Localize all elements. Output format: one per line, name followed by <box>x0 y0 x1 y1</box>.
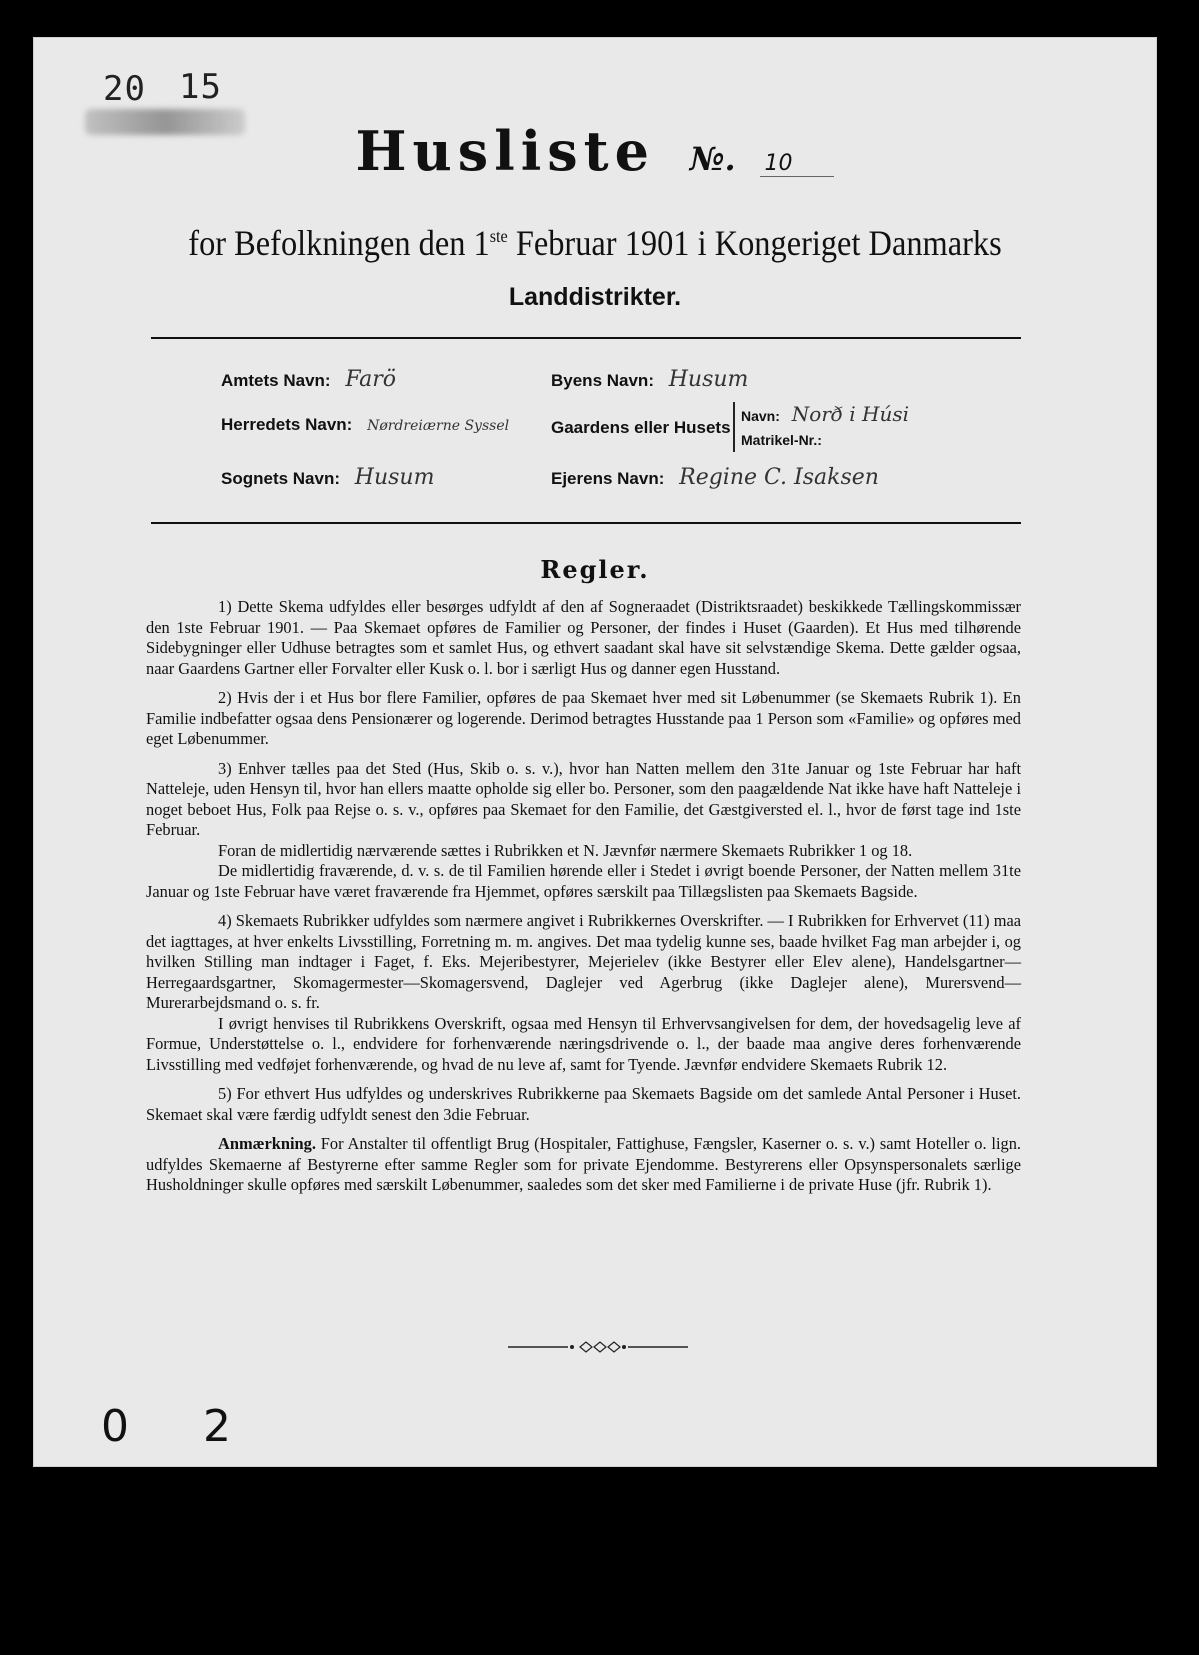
subtitle-sup: ste <box>489 226 508 246</box>
rule-4-note: I øvrigt henvises til Rubrikkens Overskrift, ogsaa med Hensyn til Erhvervsangivelsen for dem, der hovedsagelig leve af Formue, Understøttelse o. l., endvidere for forhenværende næringsdrivende o. l., der baade maa angive deres forhenværende Livsstilling med vedføjet forhenværende, og hvad de nu leve af, samt for Tyende. Jævnfør endvidere Skemaets Rubrik 12. <box>146 1013 1021 1074</box>
rule-3-note-absent: De midlertidig fraværende, d. v. s. de til Familien hørende eller i Stedet i øvrigt boende Personer, der Natten mellem 31te Januar og 1ste Februar have været fraværende fra Hjemmet, opføres særskilt paa Tillægslisten paa Skemaets Bagside. <box>146 861 1021 901</box>
region-heading: Landdistrikter. <box>508 283 682 311</box>
navn-row <box>741 402 909 428</box>
gaard-field <box>551 418 731 438</box>
rule-4: 4) Skemaets Rubrikker udfyldes som nærmere angivet i Rubrikkernes Overskrifter. — I Rubrikken for Erhvervet (11) maa det iagttages, at hver enkelts Livsstilling, Forretning m. m. angives. Det maa tydelig kunne ses, baade hvilket Fag man arbejder i, og hvilken Stilling man indtager i Faget, f. Eks. Mejeribestyrer, Mejerielev (ikke Bestyrer eller Elev alene), Handelsgartner—Herregaardsgartner, Skomagermester—Skomagersvend, Daglejer ved Agerbrug (ikke Daglejer alene), Murersvend—Murerarbejdsmand o. s. fr. <box>146 911 1021 1012</box>
amt-field <box>221 367 396 392</box>
by-field <box>551 367 748 392</box>
matrikel-label: Matrikel-Nr.: <box>741 432 822 448</box>
herred-field <box>221 415 509 435</box>
census-form-page <box>33 37 1157 1467</box>
subtitle-post: Februar 1901 i Kongeriget Danmarks <box>507 223 1002 263</box>
amt-label: Amtets Navn: <box>221 371 331 390</box>
annotation-note <box>146 1134 1021 1196</box>
form-title <box>33 119 1157 183</box>
gaard-subfields <box>733 402 909 452</box>
sogn-label: Sognets Navn: <box>221 469 341 488</box>
handwritten-mark: 0 2 <box>101 1401 261 1452</box>
rule-1: 1) Dette Skema udfyldes eller besørges udfyldt af den af Sogneraadet (Distriktsraadet) beskikkede Tællingskommissær den 1ste Februar 1901. — Paa Skemaet opføres de Familier og Personer, der findes i Huset (Gaarden). Et Hus med tilhørende Sidebygninger eller Udhuse betragtes som et samlet Hus, og ethvert saadant skal have sit selvstændige Skema. Dette gælder ogsaa, naar Gaardens Gartner eller Forvalter eller Kusk o. l. bor i særligt Hus og danner egen Husstand. <box>146 597 1021 678</box>
navn-label: Navn: <box>741 408 780 424</box>
by-label: Byens Navn: <box>551 371 654 390</box>
number-sign: №. <box>689 140 736 178</box>
ornament-divider <box>503 1635 693 1655</box>
subtitle-pre: for Befolkningen den 1 <box>188 223 490 263</box>
divider-top <box>151 337 1021 339</box>
rules-body <box>146 597 1021 1205</box>
rule-5: 5) For ethvert Hus udfyldes og underskrives Rubrikkerne paa Skemaets Bagside om det samlede Antal Personer i Huset. Skemaet skal være færdig udfyldt senest den 3die Februar. <box>146 1084 1021 1124</box>
archive-number-b: 15 <box>179 67 222 107</box>
sogn-field <box>221 465 434 490</box>
matrikel-row <box>741 428 909 452</box>
amt-value: Farö <box>345 367 396 392</box>
rule-3: 3) Enhver tælles paa det Sted (Hus, Skib o. s. v.), hvor han Natten mellem den 31te Januar og 1ste Februar har haft Natteleje, uden Hensyn til, hvor han ellers maatte opholde sig eller bo. Personer, som den paagældende Nat ikke have haft Natteleje i noget beboet Hus, Folk paa Rejse o. s. v., opføres paa Skemaet for den Familie, det Gæstgiversted el. l., hvor de først tage ind 1ste Februar. <box>146 758 1021 839</box>
title-text: Husliste <box>355 119 655 183</box>
ornament-rule <box>508 1338 688 1356</box>
house-number: 10 <box>760 151 834 177</box>
rule-3-note-present: Foran de midlertidig nærværende sættes i Rubrikken et N. Jævnfør nærmere Skemaets Rubrikker 1 og 18. <box>218 840 913 860</box>
rules-heading: Regler. <box>540 555 650 584</box>
ejer-value: Regine C. Isaksen <box>679 465 879 490</box>
navn-value: Norð i Húsi <box>791 402 910 426</box>
archive-number-a: 20 <box>103 69 146 109</box>
ejer-label: Ejerens Navn: <box>551 469 665 488</box>
annotation-label: Anmærkning. <box>218 1134 316 1153</box>
herred-label: Herredets Navn: <box>221 415 353 434</box>
ejer-field <box>551 465 879 490</box>
rule-2: 2) Hvis der i et Hus bor flere Familier, opføres de paa Skemaet hver med sit Løbenummer (se Skemaets Rubrik 1). En Familie indbefatter ogsaa dens Pensionærer og logerende. Derimod betragtes Husstande paa 1 Person som «Familie» og opføres med eget Løbenummer. <box>146 688 1021 748</box>
annotation-text: For Anstalter til offentligt Brug (Hospitaler, Fattighuse, Fængsler, Kaserner o. s. v.) samt Hoteller o. lign. udfyldes Skemaerne af Bestyrerne efter samme Regler som for private Ejendomme. Bestyrerens eller Opsynspersonalets særlige Husholdninger skulle opføres med særskilt Løbenummer, saaledes som det sker med Familierne i de private Huse (jfr. Rubrik 1). <box>146 1134 1021 1194</box>
sogn-value: Husum <box>354 465 435 490</box>
herred-value: Nørdreiærne Syssel <box>367 418 510 434</box>
gaard-label: Gaardens eller Husets <box>551 418 731 437</box>
form-subtitle <box>89 222 1101 264</box>
divider-bottom <box>151 522 1021 524</box>
by-value: Husum <box>668 367 749 392</box>
